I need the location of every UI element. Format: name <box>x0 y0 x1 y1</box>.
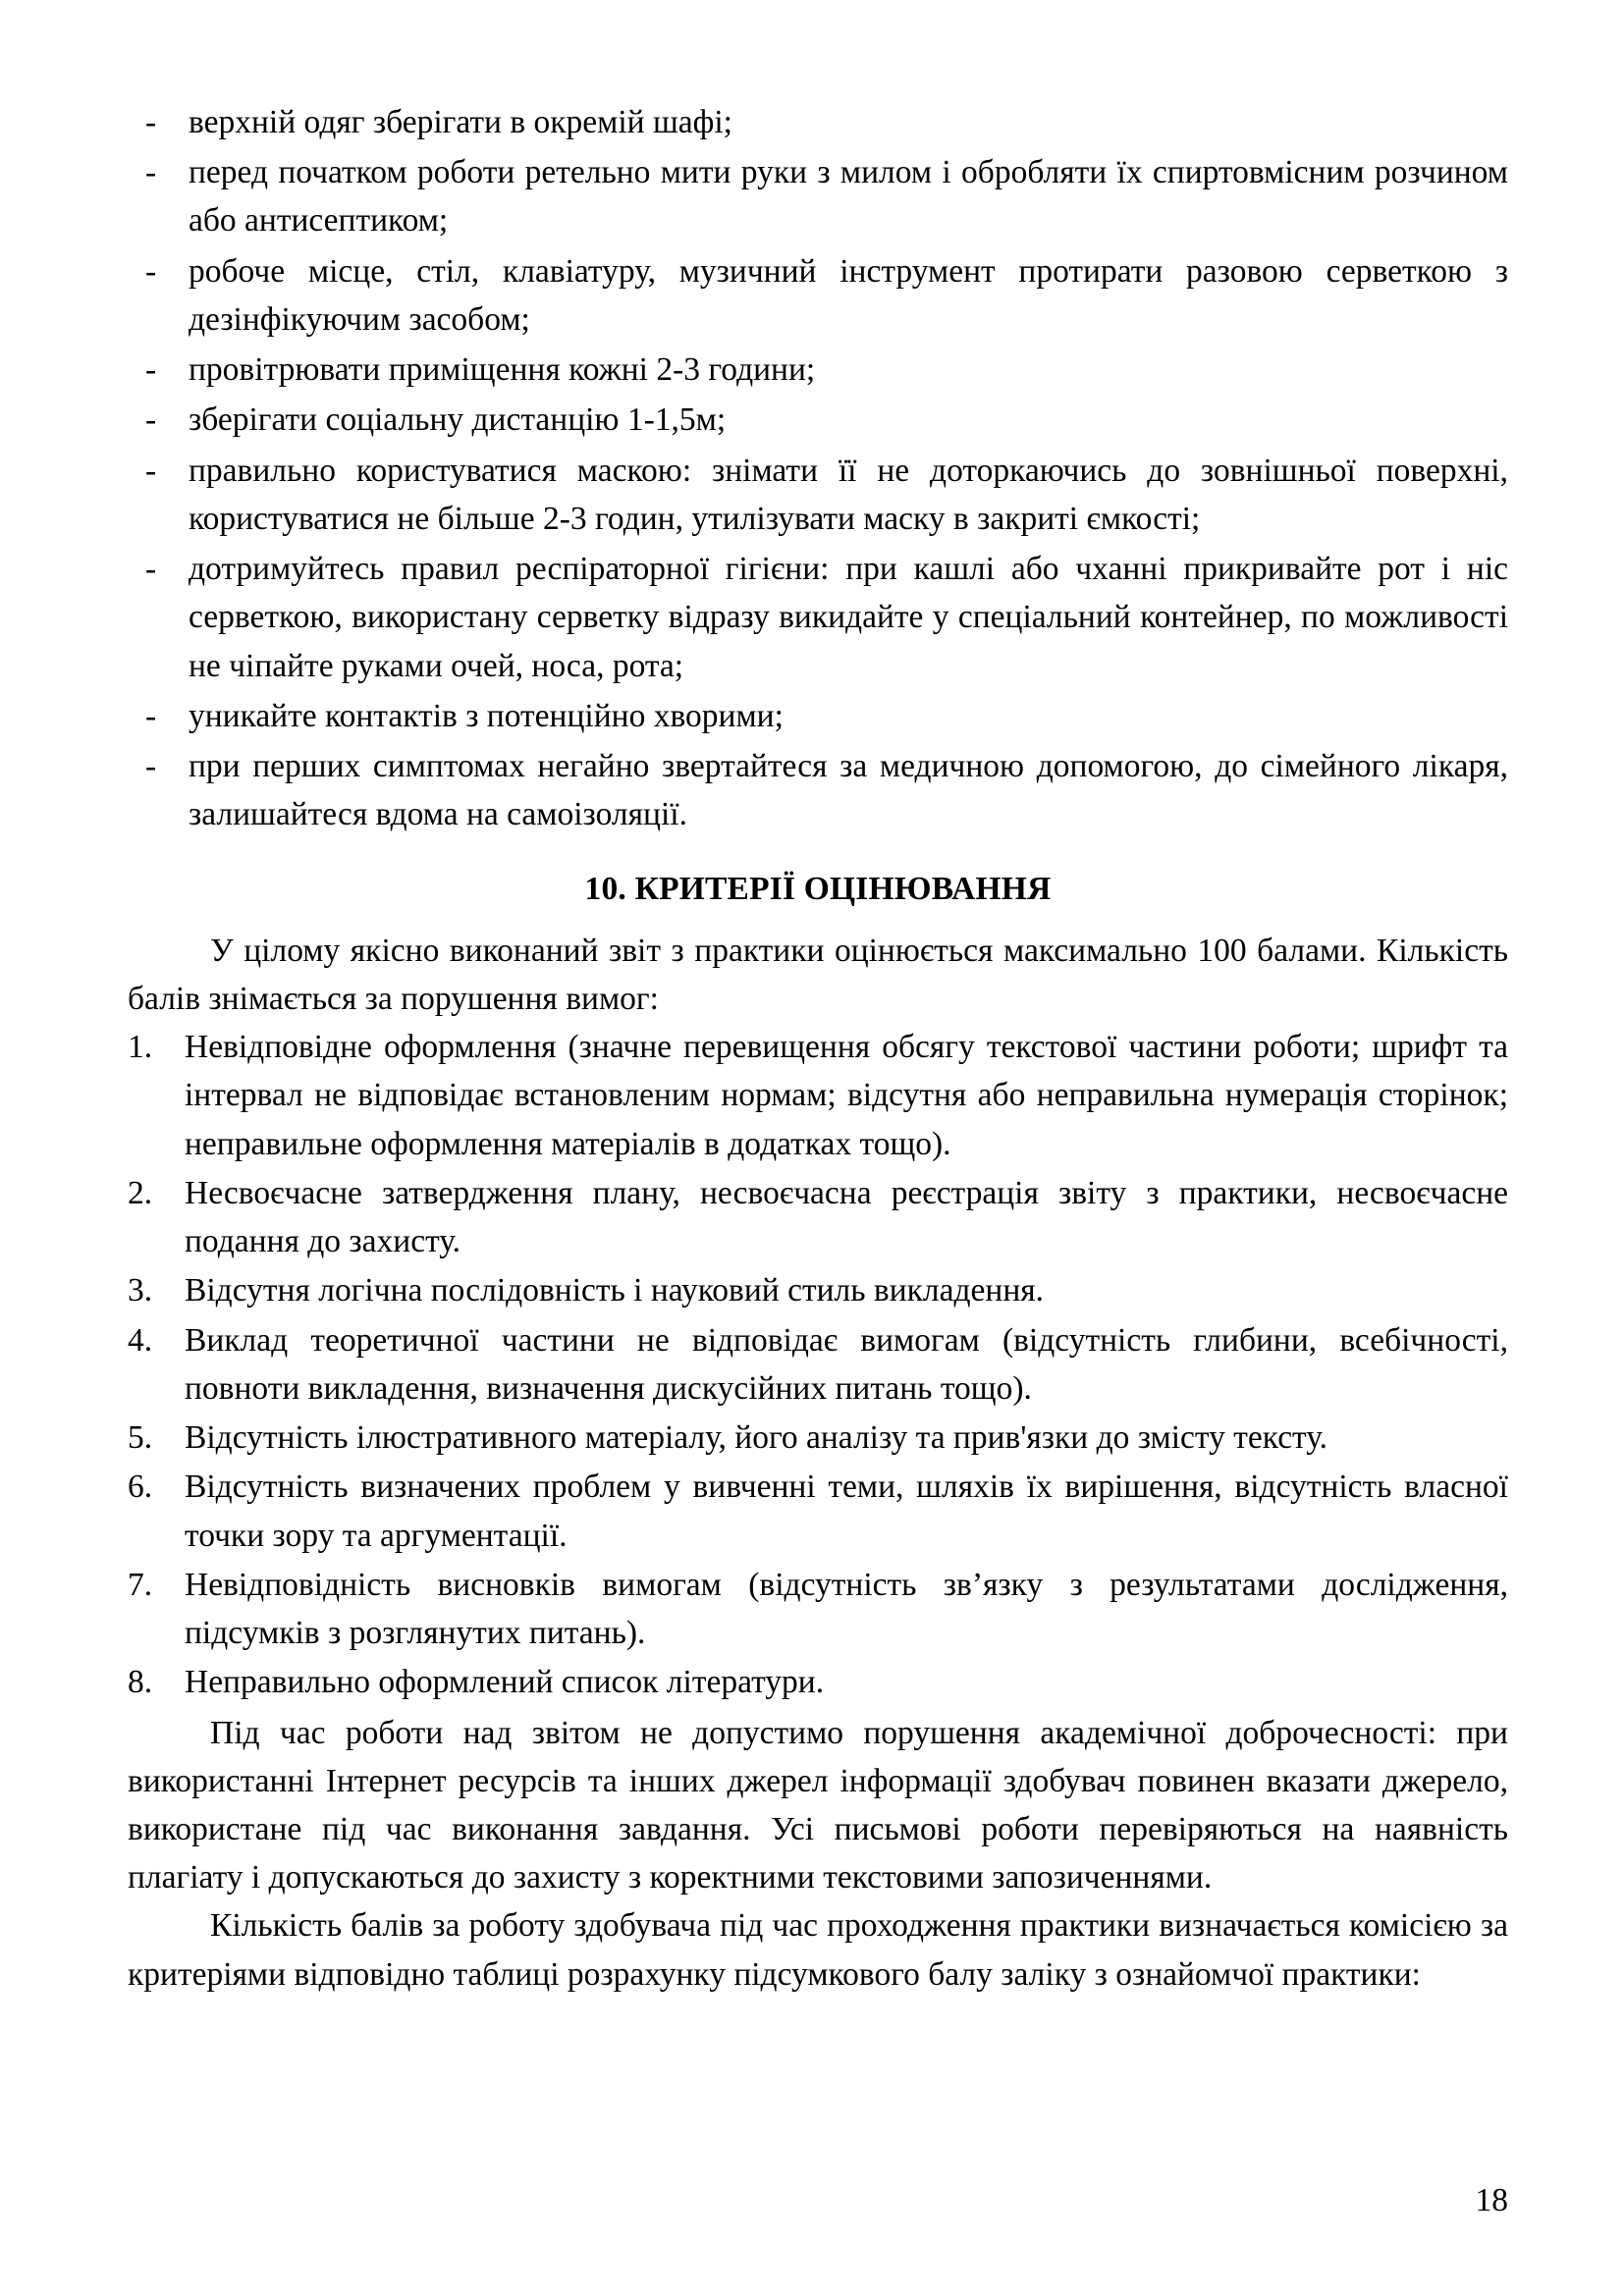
list-item <box>128 1414 1508 1462</box>
list-item-text: Невідповідне оформлення (значне перевищення обсягу текстової частини роботи; шрифт та інтервал не відповідає встановленим нормам; відсутня або неправильна нумерація сторінок; неправильне оформлення матеріалів в додатках тощо). <box>185 1029 1508 1162</box>
list-item <box>128 1463 1508 1559</box>
grading-commission-paragraph: Кількість балів за роботу здобувача під час проходження практики визначається комісією за критеріями відповідно таблиці розрахунку підсумкового балу заліку з ознайомчої практики: <box>128 1907 1508 1993</box>
list-item-text: робоче місце, стіл, клавіатуру, музичний інструмент протирати разовою серветкою з дезінфікуючим засобом; <box>189 252 1508 338</box>
list-item <box>128 447 1508 543</box>
dash-bullet: - <box>145 697 157 734</box>
list-item-text: провітрювати приміщення кожні 2-3 години; <box>189 351 816 389</box>
list-item-text: Відсутність визначених проблем у вивченні теми, шляхів їх вирішення, відсутність власної точки зору та аргументації. <box>185 1468 1508 1554</box>
list-item <box>128 1316 1508 1413</box>
page-content <box>128 98 1508 1999</box>
dash-bullet: - <box>145 401 157 439</box>
list-item-text: правильно користуватися маскою: знімати її не доторкаючись до зовнішньої поверхні, користуватися не більше 2-3 годин, утилізувати маску в закриті ємкості; <box>189 452 1508 537</box>
list-item-text: дотримуйтесь правил респіраторної гігієни: при кашлі або чханні прикривайте рот і ніс серветкою, використану серветку відразу викидайте у спеціальний контейнер, по можливості не чіпайте руками очей, носа, рота; <box>189 551 1508 684</box>
list-item-text: Відсутня логічна послідовність і науковий стиль викладення. <box>185 1272 1045 1309</box>
list-item-text: Невідповідність висновків вимогам (відсутність зв’язку з результатами дослідження, підсумків з розглянутих питань). <box>185 1566 1508 1652</box>
page-number: 18 <box>1475 2182 1508 2218</box>
list-item <box>128 545 1508 690</box>
section-intro-paragraph: У цілому якісно виконаний звіт з практики оцінюється максимально 100 балами. Кількість балів знімається за порушення вимог: <box>128 932 1508 1017</box>
list-item <box>128 1266 1508 1314</box>
dash-bullet: - <box>145 748 157 785</box>
list-item-text: Неправильно оформлений список літератури. <box>185 1664 825 1701</box>
list-item-text: зберігати соціальну дистанцію 1-1,5м; <box>189 401 727 439</box>
list-item-marker: 2. <box>128 1174 153 1211</box>
list-item-marker: 5. <box>128 1419 153 1457</box>
list-item <box>128 1561 1508 1657</box>
list-item-text: Несвоєчасне затвердження плану, несвоєчасна реєстрація звіту з практики, несвоєчасне подання до захисту. <box>185 1174 1508 1260</box>
list-item-marker: 8. <box>128 1664 153 1701</box>
safety-rules-list <box>128 98 1508 839</box>
list-item-marker: 3. <box>128 1272 153 1309</box>
dash-bullet: - <box>145 551 157 588</box>
list-item <box>128 1658 1508 1706</box>
list-item-marker: 4. <box>128 1321 153 1359</box>
closing-paragraphs <box>128 1709 1508 1999</box>
dash-bullet: - <box>145 252 157 290</box>
academic-integrity-paragraph: Під час роботи над звітом не допустимо порушення академічної доброчесності: при використанні Інтернет ресурсів та інших джерел інформації здобувач повинен вказати джерело, використане під час виконання завдання. Усі письмові роботи перевіряються на наявність плагіату і допускаються до захисту з коректними текстовими запозиченнями. <box>128 1714 1508 1896</box>
list-item <box>128 1169 1508 1265</box>
list-item <box>128 247 1508 344</box>
list-item-marker: 1. <box>128 1029 153 1066</box>
list-item-text: верхній одяг зберігати в окремій шафі; <box>189 104 732 140</box>
list-item <box>128 396 1508 444</box>
list-item-marker: 7. <box>128 1566 153 1603</box>
list-item-text: Відсутність ілюстративного матеріалу, його аналізу та прив'язки до змісту тексту. <box>185 1419 1328 1457</box>
list-item <box>128 346 1508 394</box>
list-item-text: Виклад теоретичної частини не відповідає вимогам (відсутність глибини, всебічності, повноти викладення, визначення дискусійних питань тощо). <box>185 1321 1508 1407</box>
list-item <box>128 98 1508 146</box>
list-item-marker: 6. <box>128 1468 153 1506</box>
list-item <box>128 1023 1508 1168</box>
list-item-text: при перших симптомах негайно звертайтеся за медичною допомогою, до сімейного лікаря, залишайтеся вдома на самоізоляції. <box>189 748 1508 833</box>
section-heading: 10. КРИТЕРІЇ ОЦІНЮВАННЯ <box>584 870 1052 907</box>
dash-bullet: - <box>145 104 157 140</box>
criteria-list <box>128 1023 1508 1706</box>
dash-bullet: - <box>145 452 157 489</box>
list-item-text: перед початком роботи ретельно мити руки з милом і обробляти їх спиртовмісним розчином або антисептиком; <box>189 154 1508 240</box>
dash-bullet: - <box>145 154 157 191</box>
list-item-text: уникайте контактів з потенційно хворими; <box>189 697 784 734</box>
list-item <box>128 742 1508 838</box>
dash-bullet: - <box>145 351 157 389</box>
list-item <box>128 148 1508 244</box>
list-item <box>128 692 1508 740</box>
